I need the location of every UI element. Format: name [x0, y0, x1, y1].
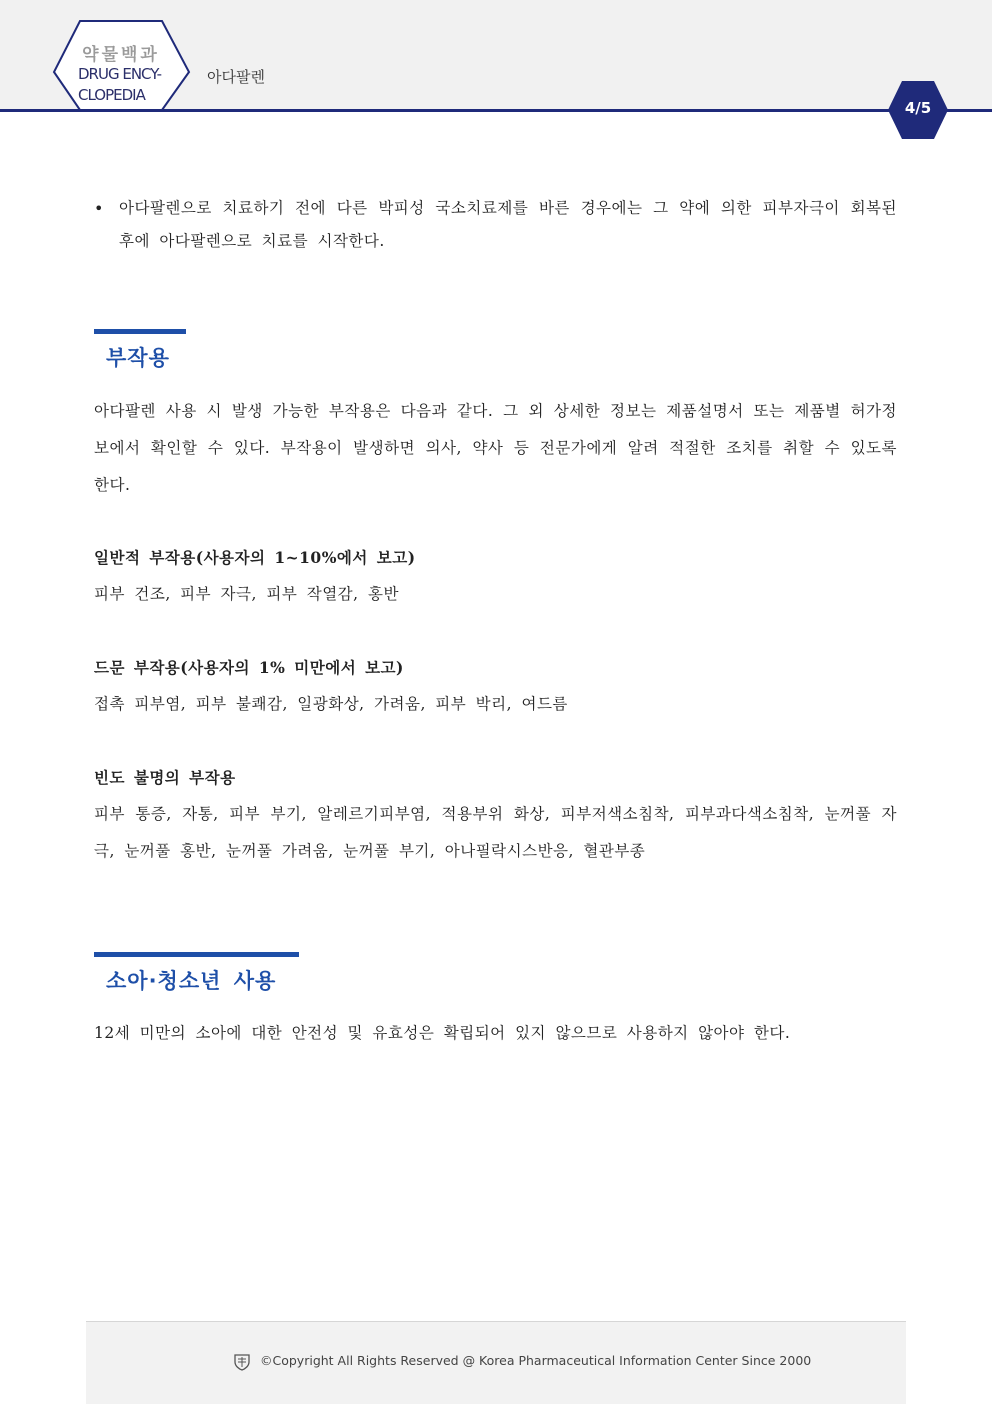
- logo-english-line-1: DRUG ENCY-: [78, 65, 162, 83]
- intro-bullet-text: 아다팔렌으로 치료하기 전에 다른 박피성 국소치료제를 바른 경우에는 그 약에 의한 피부자극이 회복된 후에 아다팔렌으로 치료를 시작한다.: [119, 199, 897, 250]
- common-side-effects-list: 피부 건조, 피부 자극, 피부 작열감, 홍반: [94, 585, 399, 603]
- pediatric-text: 12세 미만의 소아에 대한 안전성 및 유효성은 확립되어 있지 않으므로 사용하지 않아야 한다.: [94, 1024, 791, 1042]
- unknown-frequency-list: 피부 통증, 자통, 피부 부기, 알레르기피부염, 적용부위 화상, 피부저색소침착, 피부과다색소침착, 눈꺼풀 자극, 눈꺼풀 홍반, 눈꺼풀 가려움, 눈꺼풀 부기, 아나필락시스반응, 혈관부종: [94, 805, 897, 860]
- section-accent-bar: [94, 952, 299, 957]
- unknown-frequency-heading: 빈도 불명의 부작용: [94, 768, 236, 787]
- rare-side-effects-list: 접촉 피부염, 피부 불쾌감, 일광화상, 가려움, 피부 박리, 여드름: [94, 695, 568, 713]
- rare-side-effects-heading: 드문 부작용(사용자의 1% 미만에서 보고): [94, 658, 404, 677]
- page-footer: [86, 1321, 906, 1404]
- logo-korean-text: 약물백과: [82, 45, 160, 65]
- side-effects-intro: 아다팔렌 사용 시 발생 가능한 부작용은 다음과 같다. 그 외 상세한 정보는 제품설명서 또는 제품별 허가정보에서 확인할 수 있다. 부작용이 발생하면 의사, 약사 등 전문가에게 알려 적절한 조치를 취할 수 있도록 한다.: [94, 402, 897, 494]
- common-side-effects-heading: 일반적 부작용(사용자의 1~10%에서 보고): [94, 548, 416, 567]
- logo-english-line-2: CLOPEDIA: [78, 86, 145, 104]
- logo-english-text: [78, 64, 174, 106]
- section-title-side-effects: 부작용: [106, 346, 170, 370]
- intro-bullet-item: [94, 192, 897, 258]
- section-accent-bar: [94, 329, 186, 334]
- emblem-icon: [234, 1353, 250, 1371]
- document-title: 아다팔렌: [207, 68, 265, 86]
- page-indicator: 4/5: [904, 99, 932, 117]
- copyright-text: ©Copyright All Rights Reserved @ Korea Pharmaceutical Information Center Since 2000: [260, 1353, 812, 1368]
- section-title-pediatric: 소아·청소년 사용: [106, 969, 277, 993]
- bullet-icon: •: [94, 199, 104, 218]
